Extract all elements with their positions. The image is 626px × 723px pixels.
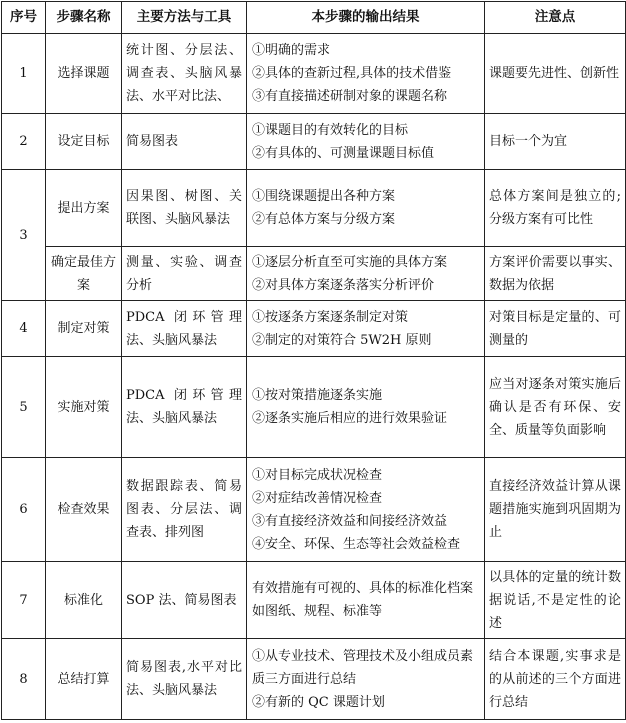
outputs-cell: [247, 34, 485, 114]
tools-cell: 因果图、树图、关联图、头脑风暴法: [122, 170, 247, 247]
output-line: ①明确的需求: [252, 43, 331, 58]
step-name: 标准化: [46, 562, 122, 639]
tools-cell: PDCA 闭环管理法、头脑风暴法: [122, 301, 247, 357]
row-number: 6: [2, 458, 46, 562]
output-line: ②有总体方案与分级方案: [252, 212, 396, 227]
note-cell: 目标一个为宜: [485, 114, 626, 170]
outputs-cell: [247, 301, 485, 357]
table-row: [2, 562, 626, 639]
output-line: ①按对策措施逐条实施: [252, 388, 383, 403]
tools-cell: 简易图表: [122, 114, 247, 170]
step-name: 确定最佳方案: [46, 247, 122, 301]
row-number: 3: [2, 170, 46, 301]
step-name: 提出方案: [46, 170, 122, 247]
output-line: ①对目标完成状况检查: [252, 467, 383, 483]
output-line: ③有直接经济效益和间接经济效益: [252, 513, 448, 529]
note-cell: 方案评价需要以事实、数据为依据: [485, 247, 626, 301]
table-row: [2, 247, 626, 301]
note-cell: 以具体的定量的统计数据说话,不是定性的论述: [485, 562, 626, 639]
outputs-cell: [247, 357, 485, 458]
row-number: 7: [2, 562, 46, 639]
table-row: [2, 458, 626, 562]
row-number: 8: [2, 639, 46, 720]
output-line: ②对具体方案逐条落实分析评价: [252, 277, 435, 293]
tools-cell: 简易图表,水平对比法、头脑风暴法: [122, 639, 247, 720]
note-cell: 课题要先进性、创新性: [485, 34, 626, 114]
table-row: [2, 114, 626, 170]
row-number: 4: [2, 301, 46, 357]
note-cell: 总体方案间是独立的;分级方案有可比性: [485, 170, 626, 247]
header-step: 步骤名称: [46, 2, 122, 34]
output-line: ④安全、环保、生态等社会效益检查: [252, 536, 461, 552]
header-no: 序号: [2, 2, 46, 34]
header-row: [2, 2, 626, 34]
output-line: ③有直接描述研制对象的课题名称: [252, 89, 448, 104]
table-row: [2, 301, 626, 357]
tools-cell: 数据跟踪表、简易图表、分层法、调查表、排列图: [122, 458, 247, 562]
output-line: ②有新的 QC 课题计划: [252, 694, 385, 710]
output-line: ②制定的对策符合 5W2H 原则: [252, 332, 432, 348]
output-line: ①从专业技术、管理技术及小组成员素质三方面进行总结: [252, 648, 474, 687]
outputs-cell: [247, 247, 485, 301]
step-name: 检查效果: [46, 458, 122, 562]
row-number: 5: [2, 357, 46, 458]
note-cell: 应当对逐条对策实施后确认是否有环保、安全、质量等负面影响: [485, 357, 626, 458]
tools-cell: SOP 法、简易图表: [122, 562, 247, 639]
output-line: ①课题目的有效转化的目标: [252, 122, 409, 138]
note-cell: 结合本课题,实事求是的从前述的三个方面进行总结: [485, 639, 626, 720]
outputs-cell: [247, 562, 485, 639]
output-line: 有效措施有可视的、具体的标准化档案如图纸、规程、标准等: [252, 581, 474, 619]
outputs-cell: [247, 639, 485, 720]
output-line: ①逐层分析直至可实施的具体方案: [252, 254, 448, 270]
tools-cell: 测量、实验、调查分析: [122, 247, 247, 301]
output-line: ②具体的查新过程,具体的技术借鉴: [252, 66, 452, 81]
page: [1, 1, 626, 720]
tools-cell: PDCA 闭环管理法、头脑风暴法: [122, 357, 247, 458]
tools-cell: 统计图、分层法、调查表、头脑风暴法、水平对比法、: [122, 34, 247, 114]
output-line: ②逐条实施后相应的进行效果验证: [252, 411, 448, 426]
table-row: [2, 34, 626, 114]
note-cell: 对策目标是定量的、可测量的: [485, 301, 626, 357]
output-line: ①按逐条方案逐条制定对策: [252, 309, 409, 325]
row-number: 1: [2, 34, 46, 114]
row-number: 2: [2, 114, 46, 170]
table-row: [2, 639, 626, 720]
outputs-cell: [247, 170, 485, 247]
output-line: ①围绕课题提出各种方案: [252, 189, 396, 204]
step-name: 选择课题: [46, 34, 122, 114]
header-outputs: 本步骤的输出结果: [247, 2, 485, 34]
step-name: 实施对策: [46, 357, 122, 458]
note-cell: 直接经济效益计算从课题措施实施到巩固期为止: [485, 458, 626, 562]
header-note: 注意点: [485, 2, 626, 34]
outputs-cell: [247, 458, 485, 562]
table-row: [2, 357, 626, 458]
qc-steps-table: [1, 1, 626, 720]
step-name: 制定对策: [46, 301, 122, 357]
output-line: ②对症结改善情况检查: [252, 490, 383, 506]
header-tools: 主要方法与工具: [122, 2, 247, 34]
table-row: [2, 170, 626, 247]
step-name: 设定目标: [46, 114, 122, 170]
step-name: 总结打算: [46, 639, 122, 720]
output-line: ②有具体的、可测量课题目标值: [252, 145, 435, 161]
outputs-cell: [247, 114, 485, 170]
